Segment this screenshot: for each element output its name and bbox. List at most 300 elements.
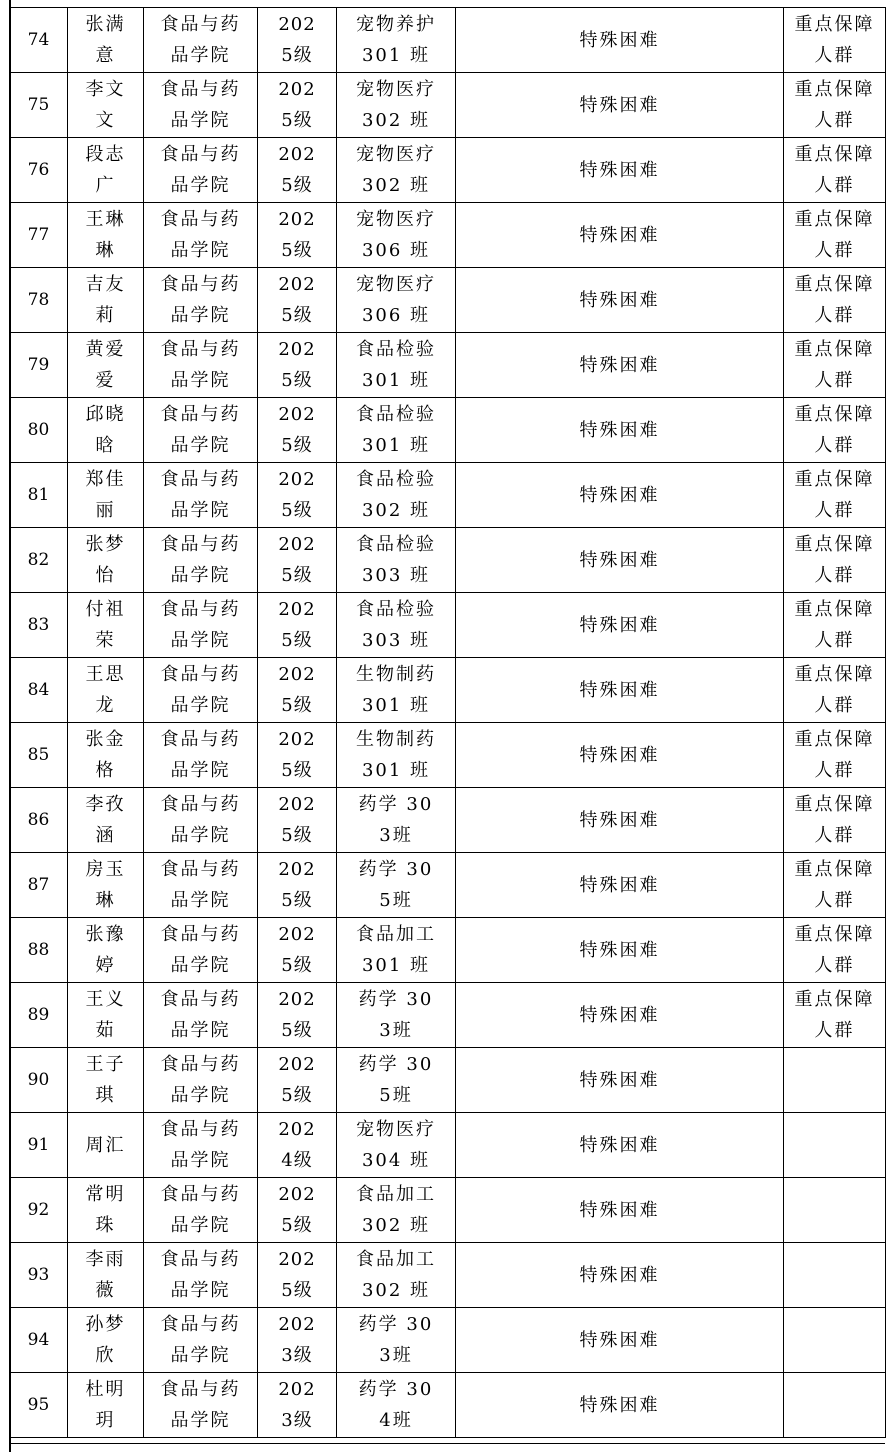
grade-year-cell bbox=[258, 853, 337, 918]
class-name: 宠物养护301 班 bbox=[356, 14, 436, 66]
difficulty-type: 特殊困难 bbox=[579, 809, 660, 831]
row-number: 76 bbox=[27, 159, 50, 180]
college-name-cell bbox=[144, 723, 258, 788]
class-name: 食品加工302 班 bbox=[356, 1249, 436, 1301]
row-number: 88 bbox=[27, 939, 50, 960]
difficulty-type-cell bbox=[456, 853, 784, 918]
support-group: 重点保障人群 bbox=[794, 274, 875, 326]
college-name-cell bbox=[144, 1048, 258, 1113]
difficulty-type-cell bbox=[456, 1308, 784, 1373]
college-name-cell bbox=[144, 918, 258, 983]
student-name: 王义茹 bbox=[85, 989, 126, 1041]
grade-year-cell bbox=[258, 1113, 337, 1178]
class-name-cell bbox=[337, 1243, 456, 1308]
table-row bbox=[10, 138, 886, 203]
college-name-cell bbox=[144, 528, 258, 593]
difficulty-type: 特殊困难 bbox=[579, 29, 660, 51]
support-group-cell bbox=[784, 1373, 886, 1438]
row-number: 84 bbox=[27, 679, 50, 700]
grade-year: 2025级 bbox=[278, 599, 316, 651]
grade-year: 2025级 bbox=[278, 989, 316, 1041]
table-row bbox=[10, 463, 886, 528]
table-row bbox=[10, 593, 886, 658]
student-name: 王琳琳 bbox=[85, 209, 126, 261]
row-number-cell bbox=[10, 1308, 68, 1373]
class-name-cell bbox=[337, 1373, 456, 1438]
college-name-cell bbox=[144, 658, 258, 723]
class-name: 食品加工302 班 bbox=[356, 1184, 436, 1236]
table-row bbox=[10, 1308, 886, 1373]
row-number-cell bbox=[10, 1178, 68, 1243]
class-name-cell bbox=[337, 593, 456, 658]
grade-year-cell bbox=[258, 593, 337, 658]
college-name-cell bbox=[144, 463, 258, 528]
row-number-cell bbox=[10, 73, 68, 138]
difficulty-type: 特殊困难 bbox=[579, 224, 660, 246]
difficulty-type: 特殊困难 bbox=[579, 614, 660, 636]
college-name-cell bbox=[144, 593, 258, 658]
difficulty-type: 特殊困难 bbox=[579, 744, 660, 766]
grade-year: 2024级 bbox=[278, 1119, 316, 1171]
row-number: 93 bbox=[27, 1264, 50, 1285]
college-name: 食品与药品学院 bbox=[160, 404, 241, 456]
college-name: 食品与药品学院 bbox=[160, 1249, 241, 1301]
college-name-cell bbox=[144, 203, 258, 268]
grade-year-cell bbox=[258, 723, 337, 788]
row-number: 91 bbox=[27, 1134, 50, 1155]
row-number-cell bbox=[10, 853, 68, 918]
grade-year-cell bbox=[258, 398, 337, 463]
college-name: 食品与药品学院 bbox=[160, 1184, 241, 1236]
grade-year: 2025级 bbox=[278, 209, 316, 261]
support-group: 重点保障人群 bbox=[794, 209, 875, 261]
class-name: 药学 305班 bbox=[358, 1054, 434, 1106]
class-name-cell bbox=[337, 333, 456, 398]
student-name-cell bbox=[68, 1048, 144, 1113]
difficulty-type: 特殊困难 bbox=[579, 874, 660, 896]
student-name: 杜明玥 bbox=[85, 1379, 126, 1431]
difficulty-type-cell bbox=[456, 138, 784, 203]
student-name: 王子琪 bbox=[85, 1054, 126, 1106]
student-name-cell bbox=[68, 8, 144, 73]
student-name-cell bbox=[68, 1373, 144, 1438]
class-name-cell bbox=[337, 723, 456, 788]
college-name-cell bbox=[144, 1308, 258, 1373]
table-row bbox=[10, 658, 886, 723]
class-name-cell bbox=[337, 1048, 456, 1113]
student-name-cell bbox=[68, 463, 144, 528]
row-number: 78 bbox=[27, 289, 50, 310]
roster-sheet bbox=[9, 7, 885, 1438]
table-row bbox=[10, 983, 886, 1048]
support-group-cell bbox=[784, 788, 886, 853]
row-number: 74 bbox=[27, 29, 50, 50]
table-row bbox=[10, 1243, 886, 1308]
table-row bbox=[10, 203, 886, 268]
class-name-cell bbox=[337, 658, 456, 723]
college-name-cell bbox=[144, 853, 258, 918]
college-name-cell bbox=[144, 788, 258, 853]
class-name: 生物制药301 班 bbox=[356, 664, 436, 716]
grade-year-cell bbox=[258, 73, 337, 138]
grade-year: 2025级 bbox=[278, 469, 316, 521]
difficulty-type-cell bbox=[456, 1243, 784, 1308]
student-name-cell bbox=[68, 203, 144, 268]
row-number-cell bbox=[10, 1113, 68, 1178]
grade-year: 2025级 bbox=[278, 339, 316, 391]
table-row bbox=[10, 853, 886, 918]
row-number-cell bbox=[10, 723, 68, 788]
college-name-cell bbox=[144, 398, 258, 463]
support-group-cell bbox=[784, 658, 886, 723]
class-name: 食品检验301 班 bbox=[356, 404, 436, 456]
row-number-cell bbox=[10, 593, 68, 658]
college-name-cell bbox=[144, 268, 258, 333]
difficulty-type: 特殊困难 bbox=[579, 484, 660, 506]
difficulty-type: 特殊困难 bbox=[579, 1134, 660, 1156]
class-name-cell bbox=[337, 1113, 456, 1178]
grade-year-cell bbox=[258, 788, 337, 853]
grade-year-cell bbox=[258, 1373, 337, 1438]
class-name-cell bbox=[337, 1308, 456, 1373]
row-number-cell bbox=[10, 138, 68, 203]
grade-year: 2025级 bbox=[278, 144, 316, 196]
difficulty-type-cell bbox=[456, 723, 784, 788]
class-name-cell bbox=[337, 138, 456, 203]
support-group-cell bbox=[784, 268, 886, 333]
row-number: 81 bbox=[27, 484, 50, 505]
support-group-cell bbox=[784, 1308, 886, 1373]
support-group: 重点保障人群 bbox=[794, 534, 875, 586]
row-number-cell bbox=[10, 658, 68, 723]
college-name: 食品与药品学院 bbox=[160, 1379, 241, 1431]
student-name: 付祖荣 bbox=[85, 599, 126, 651]
difficulty-type-cell bbox=[456, 1178, 784, 1243]
difficulty-type: 特殊困难 bbox=[579, 159, 660, 181]
table-row bbox=[10, 1373, 886, 1438]
grade-year-cell bbox=[258, 463, 337, 528]
student-name: 房玉琳 bbox=[85, 859, 126, 911]
college-name-cell bbox=[144, 1178, 258, 1243]
grade-year-cell bbox=[258, 918, 337, 983]
grade-year: 2025级 bbox=[278, 794, 316, 846]
row-number: 83 bbox=[27, 614, 50, 635]
grade-year: 2025级 bbox=[278, 1249, 316, 1301]
row-number-cell bbox=[10, 8, 68, 73]
class-name-cell bbox=[337, 268, 456, 333]
grade-year-cell bbox=[258, 333, 337, 398]
support-group-cell bbox=[784, 8, 886, 73]
support-group-cell bbox=[784, 853, 886, 918]
difficulty-type-cell bbox=[456, 983, 784, 1048]
college-name: 食品与药品学院 bbox=[160, 924, 241, 976]
support-group: 重点保障人群 bbox=[794, 599, 875, 651]
class-name: 药学 303班 bbox=[358, 1314, 434, 1366]
student-name: 郑佳丽 bbox=[85, 469, 126, 521]
table-row bbox=[10, 1178, 886, 1243]
class-name-cell bbox=[337, 918, 456, 983]
grade-year: 2023级 bbox=[278, 1314, 316, 1366]
college-name-cell bbox=[144, 8, 258, 73]
difficulty-type-cell bbox=[456, 1373, 784, 1438]
difficulty-type: 特殊困难 bbox=[579, 1394, 660, 1416]
student-name: 吉友莉 bbox=[85, 274, 126, 326]
row-number-cell bbox=[10, 1373, 68, 1438]
student-name: 黄爱爱 bbox=[85, 339, 126, 391]
grade-year: 2025级 bbox=[278, 534, 316, 586]
row-number: 85 bbox=[27, 744, 50, 765]
grade-year-cell bbox=[258, 138, 337, 203]
table-row bbox=[10, 528, 886, 593]
class-name-cell bbox=[337, 398, 456, 463]
row-number-cell bbox=[10, 788, 68, 853]
grade-year-cell bbox=[258, 8, 337, 73]
support-group: 重点保障人群 bbox=[794, 859, 875, 911]
college-name: 食品与药品学院 bbox=[160, 729, 241, 781]
row-number-cell bbox=[10, 1048, 68, 1113]
difficulty-type: 特殊困难 bbox=[579, 1004, 660, 1026]
student-name-cell bbox=[68, 138, 144, 203]
table-row bbox=[10, 1048, 886, 1113]
grade-year-cell bbox=[258, 203, 337, 268]
college-name: 食品与药品学院 bbox=[160, 989, 241, 1041]
class-name: 食品检验303 班 bbox=[356, 534, 436, 586]
difficulty-type-cell bbox=[456, 658, 784, 723]
support-group: 重点保障人群 bbox=[794, 794, 875, 846]
grade-year-cell bbox=[258, 1243, 337, 1308]
student-name-cell bbox=[68, 593, 144, 658]
difficulty-type-cell bbox=[456, 8, 784, 73]
row-number: 94 bbox=[27, 1329, 50, 1350]
grade-year: 2025级 bbox=[278, 14, 316, 66]
college-name: 食品与药品学院 bbox=[160, 1314, 241, 1366]
student-name: 王思龙 bbox=[85, 664, 126, 716]
college-name: 食品与药品学院 bbox=[160, 274, 241, 326]
support-group-cell bbox=[784, 463, 886, 528]
grade-year: 2025级 bbox=[278, 1184, 316, 1236]
table-row bbox=[10, 1113, 886, 1178]
support-group-cell bbox=[784, 203, 886, 268]
grade-year: 2025级 bbox=[278, 924, 316, 976]
college-name: 食品与药品学院 bbox=[160, 534, 241, 586]
student-name: 邱晓晗 bbox=[85, 404, 126, 456]
support-group: 重点保障人群 bbox=[794, 989, 875, 1041]
college-name-cell bbox=[144, 333, 258, 398]
roster-body bbox=[10, 8, 886, 1438]
support-group-cell bbox=[784, 1113, 886, 1178]
row-number-cell bbox=[10, 528, 68, 593]
support-group-cell bbox=[784, 593, 886, 658]
support-group: 重点保障人群 bbox=[794, 924, 875, 976]
student-name: 段志广 bbox=[85, 144, 126, 196]
support-group-cell bbox=[784, 398, 886, 463]
class-name: 药学 303班 bbox=[358, 794, 434, 846]
difficulty-type: 特殊困难 bbox=[579, 549, 660, 571]
difficulty-type-cell bbox=[456, 463, 784, 528]
college-name: 食品与药品学院 bbox=[160, 599, 241, 651]
student-name: 孙梦欣 bbox=[85, 1314, 126, 1366]
student-name: 张豫婷 bbox=[85, 924, 126, 976]
college-name: 食品与药品学院 bbox=[160, 859, 241, 911]
difficulty-type-cell bbox=[456, 73, 784, 138]
grade-year: 2025级 bbox=[278, 729, 316, 781]
grade-year-cell bbox=[258, 1178, 337, 1243]
grade-year-cell bbox=[258, 658, 337, 723]
class-name-cell bbox=[337, 1178, 456, 1243]
table-row bbox=[10, 788, 886, 853]
student-name-cell bbox=[68, 788, 144, 853]
table-row bbox=[10, 73, 886, 138]
student-name: 张梦怡 bbox=[85, 534, 126, 586]
support-group: 重点保障人群 bbox=[794, 144, 875, 196]
support-group-cell bbox=[784, 1243, 886, 1308]
student-name-cell bbox=[68, 658, 144, 723]
class-name: 食品检验301 班 bbox=[356, 339, 436, 391]
difficulty-type-cell bbox=[456, 1048, 784, 1113]
college-name: 食品与药品学院 bbox=[160, 209, 241, 261]
grade-year: 2025级 bbox=[278, 1054, 316, 1106]
class-name-cell bbox=[337, 8, 456, 73]
difficulty-type: 特殊困难 bbox=[579, 419, 660, 441]
student-name-cell bbox=[68, 723, 144, 788]
table-bottom-border bbox=[9, 1443, 885, 1444]
college-name: 食品与药品学院 bbox=[160, 14, 241, 66]
difficulty-type: 特殊困难 bbox=[579, 1264, 660, 1286]
support-group: 重点保障人群 bbox=[794, 469, 875, 521]
student-name-cell bbox=[68, 398, 144, 463]
student-name-cell bbox=[68, 1243, 144, 1308]
student-name-cell bbox=[68, 1308, 144, 1373]
support-group: 重点保障人群 bbox=[794, 339, 875, 391]
row-number: 82 bbox=[27, 549, 50, 570]
college-name-cell bbox=[144, 73, 258, 138]
row-number: 87 bbox=[27, 874, 50, 895]
class-name-cell bbox=[337, 528, 456, 593]
student-name-cell bbox=[68, 853, 144, 918]
grade-year-cell bbox=[258, 1308, 337, 1373]
difficulty-type-cell bbox=[456, 593, 784, 658]
row-number-cell bbox=[10, 918, 68, 983]
table-row bbox=[10, 723, 886, 788]
support-group: 重点保障人群 bbox=[794, 729, 875, 781]
difficulty-type-cell bbox=[456, 203, 784, 268]
class-name: 药学 305班 bbox=[358, 859, 434, 911]
college-name-cell bbox=[144, 1373, 258, 1438]
support-group-cell bbox=[784, 333, 886, 398]
class-name: 食品检验302 班 bbox=[356, 469, 436, 521]
college-name: 食品与药品学院 bbox=[160, 79, 241, 131]
college-name: 食品与药品学院 bbox=[160, 144, 241, 196]
student-roster-table bbox=[9, 7, 886, 1438]
student-name-cell bbox=[68, 73, 144, 138]
difficulty-type: 特殊困难 bbox=[579, 1329, 660, 1351]
row-number-cell bbox=[10, 983, 68, 1048]
student-name: 李孜涵 bbox=[85, 794, 126, 846]
class-name: 宠物医疗306 班 bbox=[356, 209, 436, 261]
student-name-cell bbox=[68, 918, 144, 983]
table-row bbox=[10, 8, 886, 73]
grade-year: 2023级 bbox=[278, 1379, 316, 1431]
student-name-cell bbox=[68, 333, 144, 398]
support-group: 重点保障人群 bbox=[794, 404, 875, 456]
college-name-cell bbox=[144, 1243, 258, 1308]
table-row bbox=[10, 333, 886, 398]
table-row bbox=[10, 268, 886, 333]
grade-year: 2025级 bbox=[278, 274, 316, 326]
class-name: 宠物医疗302 班 bbox=[356, 79, 436, 131]
difficulty-type: 特殊困难 bbox=[579, 354, 660, 376]
class-name: 宠物医疗306 班 bbox=[356, 274, 436, 326]
difficulty-type: 特殊困难 bbox=[579, 94, 660, 116]
difficulty-type: 特殊困难 bbox=[579, 939, 660, 961]
difficulty-type: 特殊困难 bbox=[579, 1069, 660, 1091]
row-number-cell bbox=[10, 463, 68, 528]
class-name-cell bbox=[337, 983, 456, 1048]
class-name-cell bbox=[337, 203, 456, 268]
college-name-cell bbox=[144, 1113, 258, 1178]
grade-year: 2025级 bbox=[278, 859, 316, 911]
support-group-cell bbox=[784, 1048, 886, 1113]
difficulty-type-cell bbox=[456, 528, 784, 593]
college-name: 食品与药品学院 bbox=[160, 1054, 241, 1106]
support-group-cell bbox=[784, 723, 886, 788]
grade-year: 2025级 bbox=[278, 664, 316, 716]
grade-year-cell bbox=[258, 268, 337, 333]
student-name: 李雨薇 bbox=[85, 1249, 126, 1301]
row-number: 79 bbox=[27, 354, 50, 375]
row-number-cell bbox=[10, 268, 68, 333]
student-name-cell bbox=[68, 268, 144, 333]
support-group: 重点保障人群 bbox=[794, 14, 875, 66]
difficulty-type-cell bbox=[456, 333, 784, 398]
student-name: 张满意 bbox=[85, 14, 126, 66]
class-name-cell bbox=[337, 463, 456, 528]
difficulty-type-cell bbox=[456, 788, 784, 853]
row-number: 80 bbox=[27, 419, 50, 440]
support-group-cell bbox=[784, 73, 886, 138]
college-name: 食品与药品学院 bbox=[160, 1119, 241, 1171]
row-number-cell bbox=[10, 333, 68, 398]
row-number: 75 bbox=[27, 94, 50, 115]
grade-year: 2025级 bbox=[278, 79, 316, 131]
student-name: 常明珠 bbox=[85, 1184, 126, 1236]
row-number: 89 bbox=[27, 1004, 50, 1025]
class-name: 宠物医疗304 班 bbox=[356, 1119, 436, 1171]
row-number-cell bbox=[10, 398, 68, 463]
row-number: 92 bbox=[27, 1199, 50, 1220]
student-name-cell bbox=[68, 1178, 144, 1243]
support-group-cell bbox=[784, 918, 886, 983]
class-name: 药学 304班 bbox=[358, 1379, 434, 1431]
table-row bbox=[10, 398, 886, 463]
college-name: 食品与药品学院 bbox=[160, 339, 241, 391]
difficulty-type-cell bbox=[456, 1113, 784, 1178]
grade-year-cell bbox=[258, 528, 337, 593]
table-row bbox=[10, 918, 886, 983]
difficulty-type: 特殊困难 bbox=[579, 1199, 660, 1221]
college-name: 食品与药品学院 bbox=[160, 664, 241, 716]
grade-year-cell bbox=[258, 983, 337, 1048]
row-number: 90 bbox=[27, 1069, 50, 1090]
support-group-cell bbox=[784, 138, 886, 203]
row-number: 95 bbox=[27, 1394, 50, 1415]
support-group-cell bbox=[784, 1178, 886, 1243]
grade-year: 2025级 bbox=[278, 404, 316, 456]
row-number: 77 bbox=[27, 224, 50, 245]
difficulty-type-cell bbox=[456, 268, 784, 333]
student-name: 李文文 bbox=[85, 79, 126, 131]
class-name: 食品检验303 班 bbox=[356, 599, 436, 651]
